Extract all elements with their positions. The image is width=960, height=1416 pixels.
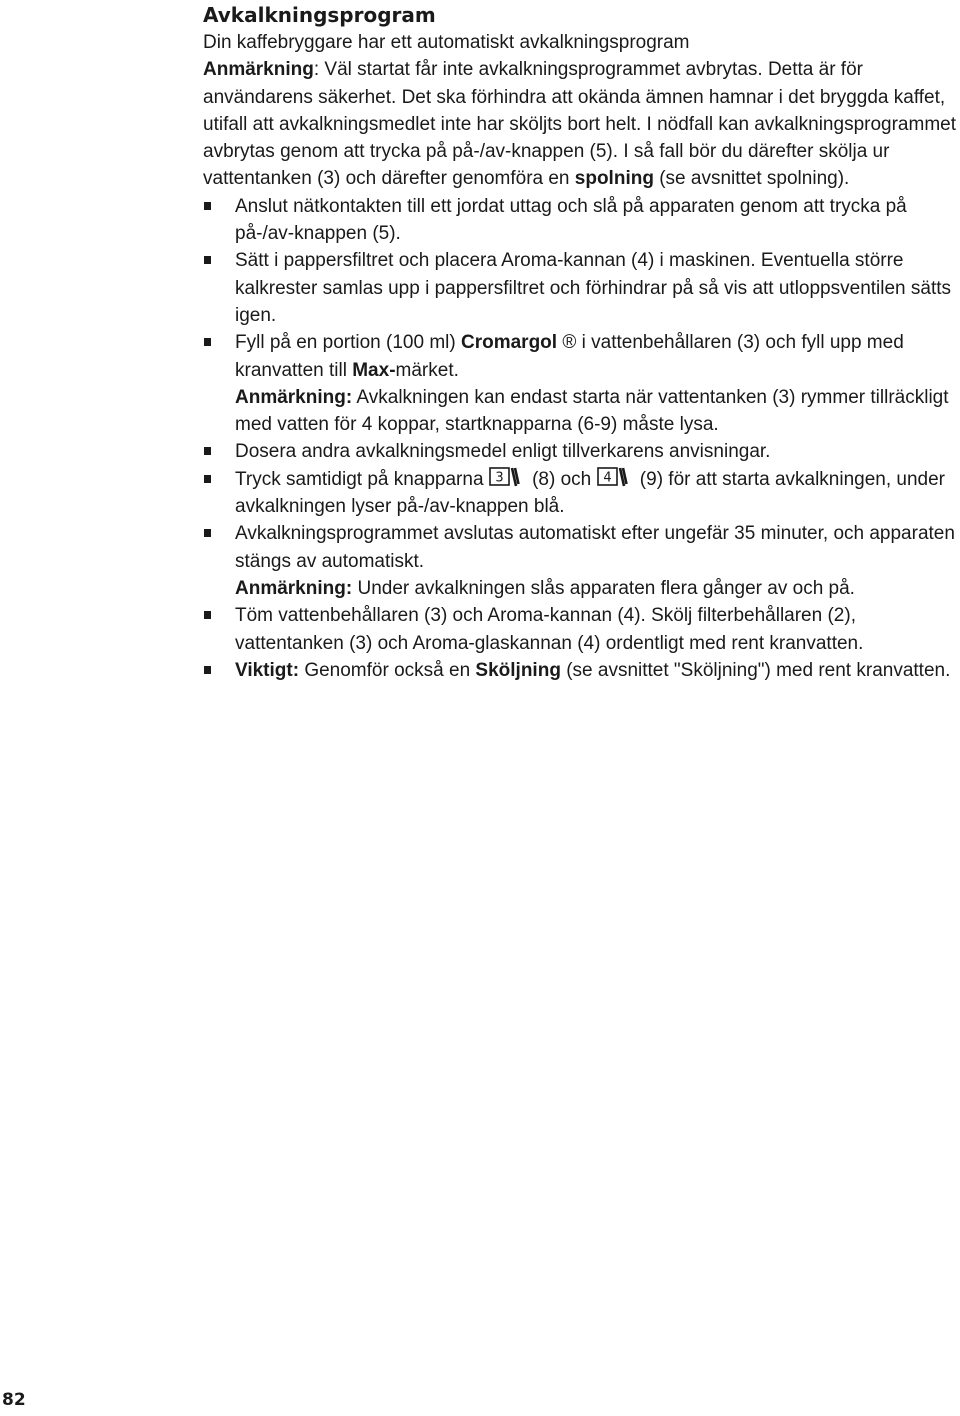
bullet-icon [204,611,211,619]
note-label: Anmärkning [203,59,314,81]
note-text: : Väl startat får inte avkalkningsprogrammet avbrytas. Detta är för användarens säkerhet. Det ska förhindra att okända ämnen hamnar i det bryggda kaffet, utifall att avkalkningsmedlet inte har sköljts bort helt. I nödfall kan avkalkningsprogrammet avbrytas genom att trycka på på-/av-knappen (5). I så fall bör du därefter skölja ur vattentanken (3) och därefter genomföra en [203,59,956,190]
note-text: Under avkalkningen slås apparaten flera gånger av och på. [352,577,855,599]
note-text: Avkalkningen kan endast starta när vattentanken (3) rymmer tillräckligt med vatten för 4 koppar, startknapparna (6-9) måste lysa. [235,386,949,436]
step-text: Sätt i pappersfiltret och placera Aroma-kannan (4) i maskinen. Eventuella större kalkrester samlas upp i pappersfiltret och förhindrar på så vis att utloppsventilen sätts igen. [235,250,952,326]
cup-3-key-icon [489,466,527,488]
section-title: Avkalkningsprogram [203,3,436,27]
step-text: Genomför också en [299,659,476,681]
bullet-icon [204,475,211,483]
step-text: märket. [395,359,459,381]
list-item [203,247,960,329]
step-text: (8) och [526,468,597,490]
max-mark: Max- [352,359,396,381]
note-label: Anmärkning: [235,386,353,408]
bullet-icon [204,529,211,537]
step-text: ® i vattenbehållaren (3) och fyll upp med kranvatten till [235,332,904,381]
step-note [235,575,960,602]
list-item [203,602,960,657]
list-item [203,329,960,438]
bullet-icon [204,202,211,210]
bullet-icon [204,256,211,264]
intro-paragraph [203,29,960,193]
note-bold-term: spolning [574,168,654,190]
step-text: Avkalkningsprogrammet avslutas automatiskt efter ungefär 35 minuter, och apparaten stängs av automatiskt. [235,523,955,572]
step-text: (se avsnittet "Sköljning") med rent kranvatten. [560,659,951,681]
key-label: 3 [495,470,504,486]
step-text: Töm vattenbehållaren (3) och Aroma-kannan (4). Skölj filterbehållaren (2), vattentanken (3) och Aroma-glaskannan (4) ordentligt med rent kranvatten. [235,605,864,654]
note-label: Anmärkning: [235,577,353,599]
steps-list [203,193,960,684]
note-text-after: (se avsnittet spolning). [653,168,850,190]
cup-4-key-icon [597,466,635,488]
important-label: Viktigt: [235,659,300,681]
rinse-term: Sköljning [475,659,561,681]
list-item [203,466,960,521]
step-note [235,384,960,439]
list-item [203,520,960,602]
document-page [203,0,960,684]
step-text: Tryck samtidigt på knapparna [235,468,489,490]
intro-text: Din kaffebryggare har ett automatiskt avkalkningsprogram [203,32,690,53]
step-text: Fyll på en portion (100 ml) [235,332,461,354]
step-text: Anslut nätkontakten till ett jordat uttag och slå på apparaten genom att trycka på på-/av-knappen (5). [235,195,907,245]
product-name: Cromargol [461,332,558,354]
page-number: 82 [2,1390,26,1410]
list-item [203,657,960,684]
step-text: (9) för att starta avkalkningen, under avkalkningen lyser på-/av-knappen blå. [235,468,946,518]
step-text: Dosera andra avkalkningsmedel enligt tillverkarens anvisningar. [235,441,771,463]
bullet-icon [204,338,211,346]
list-item [203,438,960,465]
key-label: 4 [602,470,612,486]
list-item [203,193,960,248]
bullet-icon [204,666,211,674]
bullet-icon [204,447,211,455]
